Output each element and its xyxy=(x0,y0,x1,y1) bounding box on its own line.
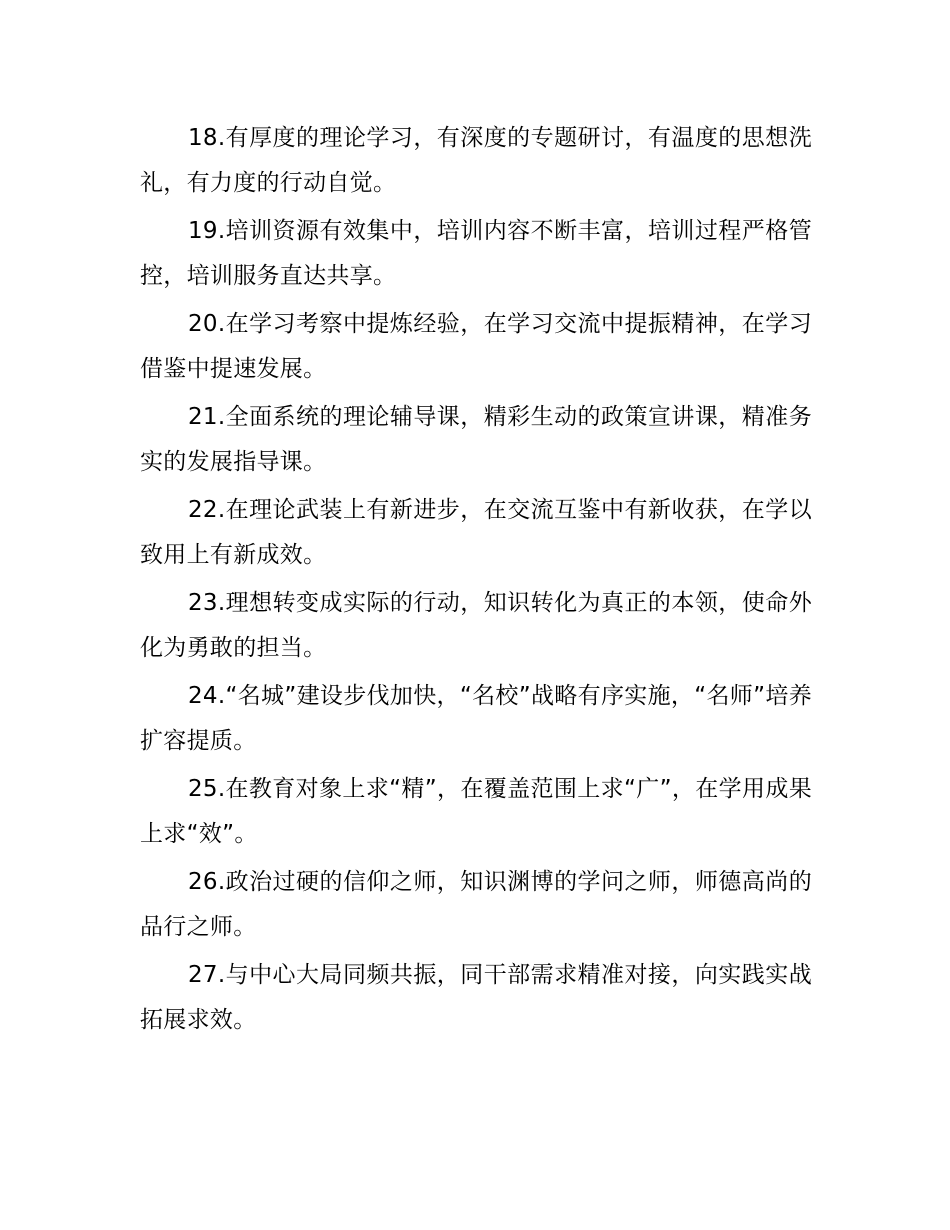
paragraph-18: 18.有厚度的理论学习，有深度的专题研讨，有温度的思想洗礼，有力度的行动自觉。 xyxy=(140,125,812,196)
paragraph-26: 26.政治过硬的信仰之师，知识渊博的学问之师，师德高尚的品行之师。 xyxy=(140,869,812,940)
document-body xyxy=(140,116,812,1046)
paragraph-22: 22.在理论武装上有新进步，在交流互鉴中有新收获，在学以致用上有新成效。 xyxy=(140,497,812,568)
paragraph-23: 23.理想转变成实际的行动，知识转化为真正的本领，使命外化为勇敢的担当。 xyxy=(140,590,812,661)
paragraph-24: 24.“名城”建设步伐加快，“名校”战略有序实施，“名师”培养扩容提质。 xyxy=(140,683,812,754)
paragraph-20: 20.在学习考察中提炼经验，在学习交流中提振精神，在学习借鉴中提速发展。 xyxy=(140,311,812,382)
paragraph-19: 19.培训资源有效集中，培训内容不断丰富，培训过程严格管控，培训服务直达共享。 xyxy=(140,218,812,289)
paragraph-21: 21.全面系统的理论辅导课，精彩生动的政策宣讲课，精准务实的发展指导课。 xyxy=(140,404,812,475)
paragraph-27: 27.与中心大局同频共振，同干部需求精准对接，向实践实战拓展求效。 xyxy=(140,962,812,1033)
paragraph-25: 25.在教育对象上求“精”，在覆盖范围上求“广”，在学用成果上求“效”。 xyxy=(140,776,812,847)
